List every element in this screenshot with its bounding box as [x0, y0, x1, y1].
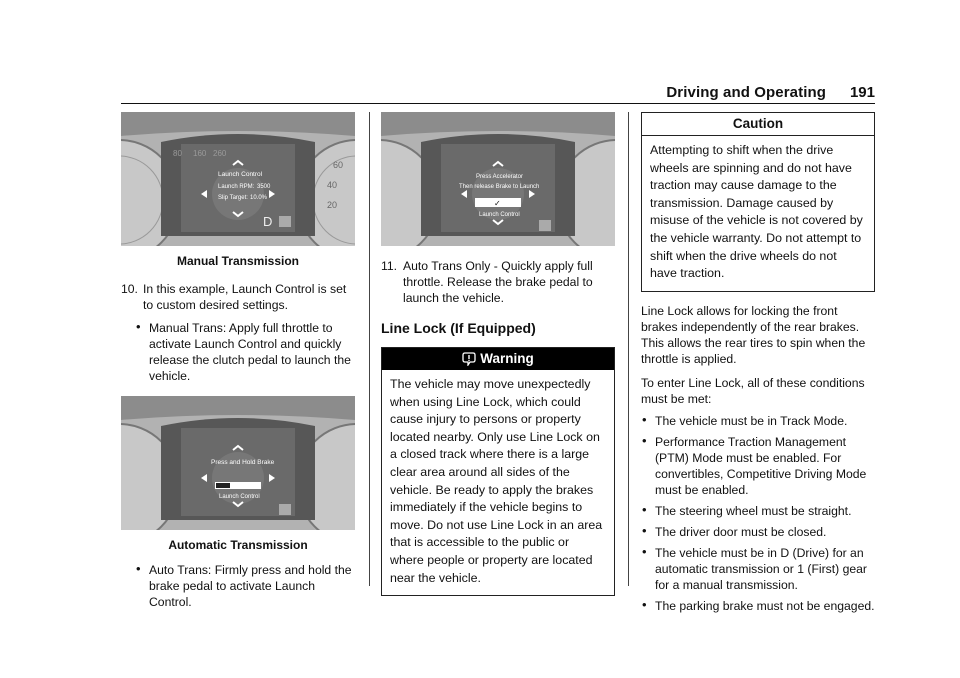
list-item — [641, 598, 875, 614]
figure-caption: Automatic Transmission — [168, 538, 308, 552]
screen-label: Launch Control — [219, 494, 260, 500]
caution-box — [641, 112, 875, 292]
top-gauge-tick: 160 — [193, 149, 207, 158]
column-1 — [121, 112, 355, 610]
screen-title: Press and Hold Brake — [211, 459, 275, 466]
bullet-text: Manual Trans: Apply full throttle to activate Launch Control and quickly release the clutch pedal to launch the vehicle. — [149, 321, 351, 383]
step-text: In this example, Launch Control is set to custom desired settings. — [143, 282, 347, 312]
press-accelerator-cluster-image — [381, 112, 615, 246]
step-text: Auto Trans Only - Quickly apply full throttle. Release the brake pedal to launch the vehicle. — [403, 259, 593, 305]
screen-value: 3500 — [257, 184, 271, 190]
step-10 — [121, 281, 355, 313]
warning-icon — [462, 352, 476, 366]
gear-indicator: D — [263, 214, 273, 229]
warning-title: Warning — [480, 351, 534, 366]
list-item-text: The vehicle must be in D (Drive) for an automatic transmission or 1 (First) gear for a manual transmission. — [655, 545, 867, 592]
section-heading: Line Lock (If Equipped) — [381, 320, 536, 336]
top-gauge-tick: 80 — [173, 149, 182, 158]
checkmark-icon: ✓ — [494, 199, 501, 208]
list-item — [641, 545, 875, 593]
figure-caption: Manual Transmission — [176, 254, 300, 268]
list-item — [641, 434, 875, 498]
section-title: Driving and Operating — [666, 84, 826, 101]
warning-header — [382, 348, 614, 370]
column-3 — [641, 112, 875, 614]
list-item-text: The driver door must be closed. — [655, 524, 827, 539]
screen-title: Launch Control — [218, 171, 263, 178]
warning-text: The vehicle may move unexpectedly when using Line Lock, which could cause injury to persons or property located nearby. Only use Line Lock on a closed track where there is a large clear area around all sides of the vehicle. Be ready to apply the brakes immediately if the vehicle begins to move. Do not use Line Lock in an area that is accessible to the public or where people or property are located near the vehicle. — [390, 377, 603, 585]
page-number: 191 — [849, 84, 875, 101]
caution-title: Caution — [732, 116, 784, 131]
conditions-list — [641, 413, 875, 614]
screen-label: Slip Target: — [218, 195, 248, 201]
list-item-text: The vehicle must be in Track Mode. — [655, 413, 848, 428]
column-divider-1 — [369, 112, 370, 586]
list-item — [641, 503, 875, 519]
top-gauge-tick: 260 — [213, 149, 227, 158]
bullet-auto-trans — [135, 562, 355, 610]
screen-instruction: Then release Brake to Launch — [459, 184, 540, 190]
right-gauge-tick: 60 — [333, 160, 344, 170]
screen-title: Press Accelerator — [476, 174, 524, 180]
step-11 — [381, 258, 615, 306]
list-item-text: The parking brake must not be engaged. — [655, 598, 875, 613]
list-item-text: Performance Traction Management (PTM) Mode must be enabled. For convertibles, Competitive Driving Mode must be enabled. — [655, 434, 867, 497]
caution-text: Attempting to shift when the drive wheels are spinning and do not have traction may cause damage to the transmission. Damage caused by misuse of the vehicle is not covered by the vehicle warranty. Do not attempt to shift when the drive wheels do not have traction. — [650, 143, 863, 281]
right-gauge-tick: 40 — [327, 180, 338, 190]
caution-header — [642, 113, 874, 136]
manual-transmission-cluster-image — [121, 112, 355, 246]
screen-label: Launch RPM: — [218, 184, 255, 190]
right-gauge-tick: 20 — [327, 200, 338, 210]
bullet-manual-trans — [135, 320, 355, 384]
column-divider-2 — [628, 112, 629, 586]
warning-box — [381, 347, 615, 596]
step-number: 11. — [381, 259, 398, 273]
list-item — [641, 524, 875, 540]
screen-value: 10.0% — [250, 195, 268, 201]
list-item-text: The steering wheel must be straight. — [655, 503, 852, 518]
header-rule — [121, 103, 875, 104]
bullet-text: Auto Trans: Firmly press and hold the brake pedal to activate Launch Control. — [149, 563, 352, 609]
running-header — [650, 84, 875, 100]
column-2 — [381, 112, 615, 596]
paragraph: To enter Line Lock, all of these conditions must be met: — [641, 375, 865, 406]
paragraph: Line Lock allows for locking the front brakes independently of the rear brakes. This allows the rear tires to spin when the throttle is applied. — [641, 303, 866, 366]
step-number: 10. — [121, 282, 138, 296]
screen-label: Launch Control — [479, 212, 520, 218]
list-item — [641, 413, 875, 429]
automatic-transmission-cluster-image — [121, 396, 355, 530]
